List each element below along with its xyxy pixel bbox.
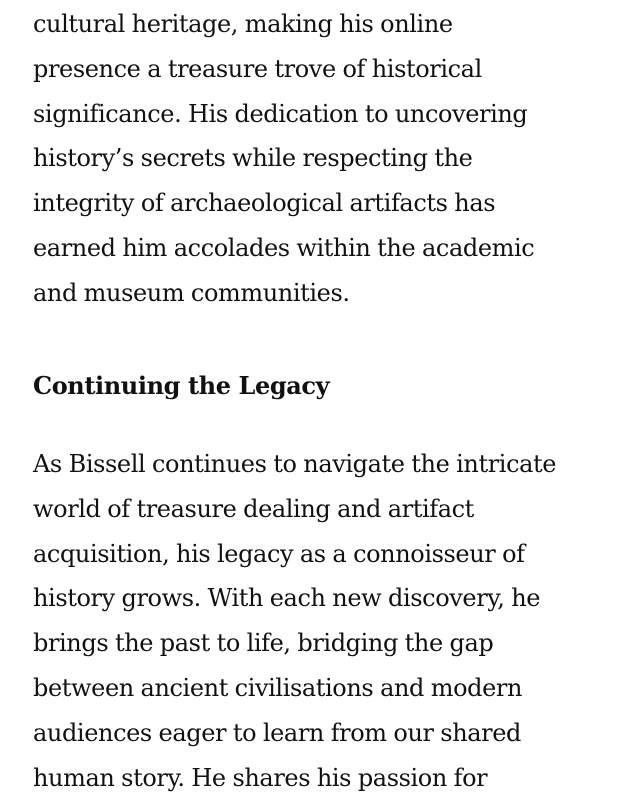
text-line: As Bissell continues to navigate the intricate — [33, 450, 557, 478]
text-line: history grows. With each new discovery, he — [33, 584, 541, 613]
text-line: presence a treasure trove of historical — [33, 54, 482, 83]
paragraph-legacy — [33, 442, 613, 800]
paragraph-heritage — [33, 2, 613, 316]
text-line: integrity of archaeological artifacts has — [33, 189, 496, 218]
text-line: between ancient civilisations and modern — [33, 673, 523, 702]
section-heading: Continuing the Legacy — [33, 371, 330, 400]
text-line: human story. He shares his passion for — [33, 763, 488, 792]
text-line: history’s secrets while respecting the — [33, 144, 473, 173]
text-line: cultural heritage, making his online — [33, 10, 453, 38]
text-line: and museum communities. — [33, 278, 350, 307]
text-line: significance. His dedication to uncovering — [33, 99, 528, 128]
text-line: earned him accolades within the academic — [33, 233, 535, 262]
text-line: acquisition, his legacy as a connoisseur of — [33, 539, 525, 568]
text-line: audiences eager to learn from our shared — [33, 718, 522, 747]
text-line: brings the past to life, bridging the gap — [33, 629, 494, 658]
text-line: world of treasure dealing and artifact — [33, 494, 474, 523]
